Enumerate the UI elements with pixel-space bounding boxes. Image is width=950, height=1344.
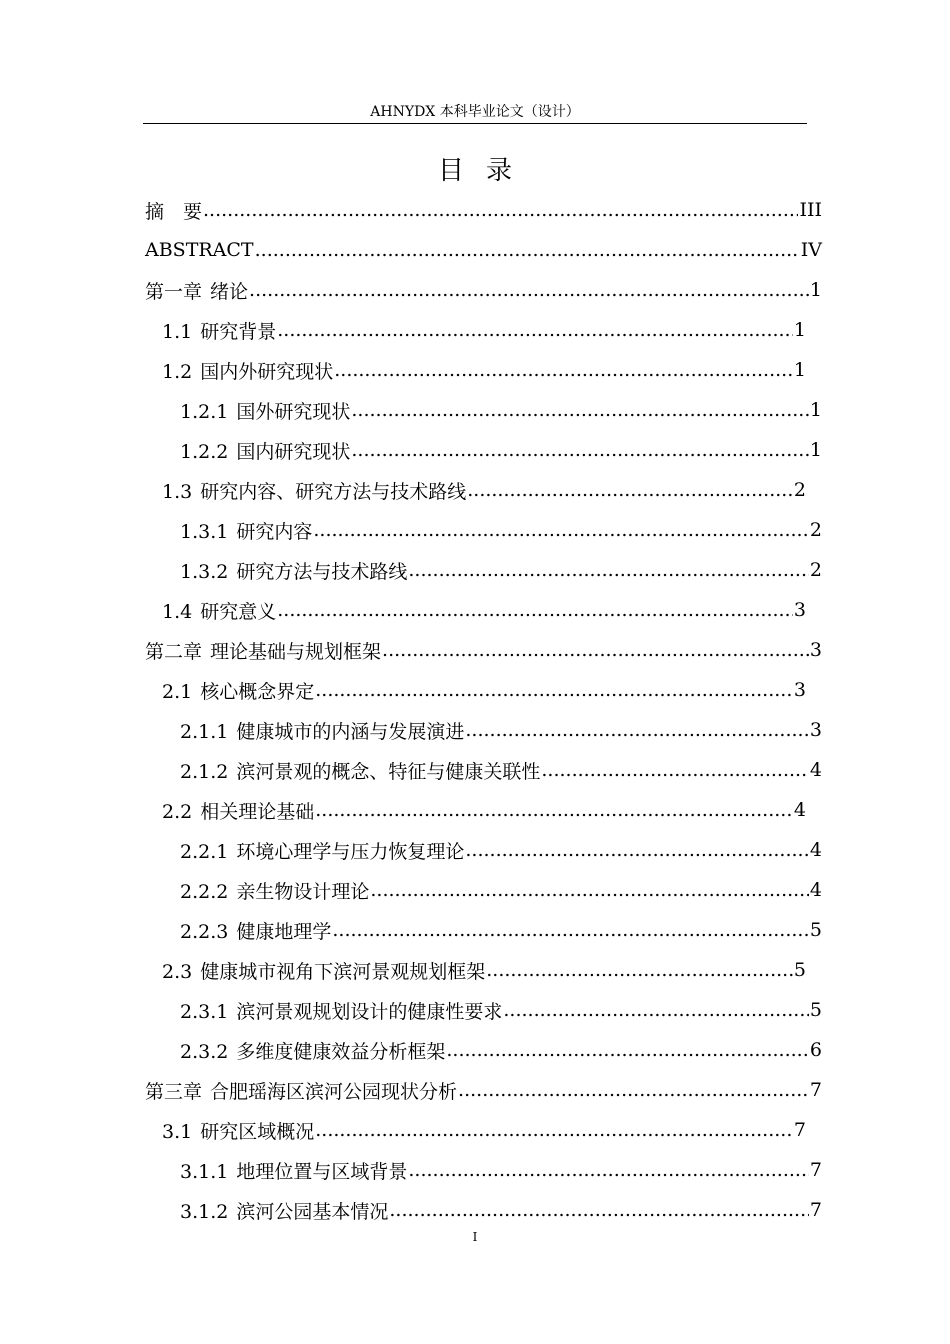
- toc-entry-label: [180, 437, 350, 464]
- toc-entry-page: 7: [809, 1079, 822, 1101]
- toc-entry-page: 3: [809, 639, 822, 661]
- toc-entry[interactable]: [180, 390, 822, 430]
- toc-entry-label: [180, 757, 540, 784]
- toc-entry-number: 1.3.2: [180, 560, 229, 583]
- toc-entry-title: 滨河公园基本情况: [236, 1200, 389, 1223]
- page-number: I: [472, 1230, 478, 1244]
- toc-dot-leader: [408, 1159, 809, 1181]
- toc-entry-number: 2.2: [162, 800, 193, 823]
- toc-entry-title: 地理位置与区域背景: [236, 1160, 408, 1183]
- toc-entry[interactable]: [180, 870, 822, 910]
- toc-entry-title: ABSTRACT: [145, 239, 254, 261]
- toc-dot-leader: [465, 719, 809, 741]
- toc-dot-leader: [389, 1199, 809, 1221]
- toc-entry-label: [180, 557, 407, 584]
- toc-entry-title: 滨河景观规划设计的健康性要求: [236, 1000, 503, 1023]
- toc-entry-page: III: [799, 199, 822, 221]
- toc-entry-label: [180, 1197, 388, 1224]
- toc-entry[interactable]: [180, 1190, 822, 1230]
- toc-dot-leader: [203, 199, 798, 221]
- toc-dot-leader: [332, 919, 809, 941]
- toc-dot-leader: [249, 279, 809, 301]
- header-rule: [143, 123, 807, 124]
- toc-dot-leader: [334, 359, 793, 381]
- toc-entry-label: [180, 877, 369, 904]
- toc-entry-number: 1.1: [162, 320, 193, 343]
- toc-entry-label: [162, 797, 314, 824]
- toc-entry[interactable]: [145, 230, 822, 270]
- toc-entry-number: 3.1.2: [180, 1200, 229, 1223]
- toc-entry-label: [162, 1117, 314, 1144]
- toc-entry-number: 1.2.1: [180, 400, 229, 423]
- toc-entry-number: 2.1.2: [180, 760, 229, 783]
- toc-entry[interactable]: [162, 590, 806, 630]
- toc-entry-title: 绪论: [210, 280, 249, 303]
- toc-entry[interactable]: [162, 310, 806, 350]
- toc-dot-leader: [313, 519, 809, 541]
- toc-entry[interactable]: [162, 790, 806, 830]
- toc-entry[interactable]: [162, 350, 806, 390]
- toc-entry-page: 7: [809, 1199, 822, 1221]
- toc-entry[interactable]: [180, 510, 822, 550]
- toc-entry-title: 国内外研究现状: [200, 360, 334, 383]
- toc-entry-page: 1: [809, 439, 822, 461]
- toc-dot-leader: [370, 879, 809, 901]
- toc-entry[interactable]: [180, 550, 822, 590]
- toc-entry[interactable]: [180, 1030, 822, 1070]
- toc-entry-number: 1.2.2: [180, 440, 229, 463]
- toc-entry-label: [180, 1157, 407, 1184]
- toc-dot-leader: [458, 1079, 809, 1101]
- toc-entry-page: 3: [793, 599, 806, 621]
- toc-dot-leader: [351, 439, 809, 461]
- toc-entry-page: 5: [809, 919, 822, 941]
- toc-entry-number: 2.2.3: [180, 920, 229, 943]
- toc-entry-number: 3.1.1: [180, 1160, 229, 1183]
- toc-entry-page: IV: [800, 239, 822, 261]
- toc-entry-page: 4: [793, 799, 806, 821]
- toc-dot-leader: [446, 1039, 809, 1061]
- toc-entry-label: [145, 197, 202, 224]
- toc-entry-page: 2: [809, 519, 822, 541]
- toc-entry-number: 1.2: [162, 360, 193, 383]
- toc-entry-label: [145, 1077, 457, 1104]
- toc-entry-number: 1.3.1: [180, 520, 229, 543]
- toc-entry-title: 多维度健康效益分析框架: [236, 1040, 446, 1063]
- toc-entry-label: [180, 997, 502, 1024]
- toc-entry-title: 摘 要: [145, 200, 203, 223]
- toc-dot-leader: [486, 959, 793, 981]
- toc-entry[interactable]: [145, 1070, 822, 1110]
- toc-entry-page: 1: [809, 399, 822, 421]
- toc-entry-number: 2.3.2: [180, 1040, 229, 1063]
- toc-entry-label: [145, 637, 381, 664]
- toc-entry-label: [162, 597, 276, 624]
- toc-entry-number: 2.1.1: [180, 720, 229, 743]
- toc-dot-leader: [315, 799, 793, 821]
- toc-entry-title: 理论基础与规划框架: [210, 640, 382, 663]
- toc-dot-leader: [503, 999, 809, 1021]
- toc-dot-leader: [315, 1119, 793, 1141]
- toc-dot-leader: [465, 839, 809, 861]
- toc-entry[interactable]: [180, 830, 822, 870]
- toc-entry-label: [180, 1037, 445, 1064]
- toc-entry-number: 3.1: [162, 1120, 193, 1143]
- toc-entry-title: 研究内容: [236, 520, 313, 543]
- toc-entry-page: 2: [793, 479, 806, 501]
- toc-entry[interactable]: [180, 1150, 822, 1190]
- toc-entry-page: 1: [793, 319, 806, 341]
- toc-entry-number: 1.3: [162, 480, 193, 503]
- toc-entry-label: [145, 277, 248, 304]
- page-header: AHNYDX 本科毕业论文（设计）: [370, 104, 580, 120]
- toc-entry[interactable]: [180, 990, 822, 1030]
- toc-entry-page: 2: [809, 559, 822, 581]
- toc-entry-title: 环境心理学与压力恢复理论: [236, 840, 465, 863]
- toc-entry[interactable]: [180, 710, 822, 750]
- toc-entry-number: 第三章: [145, 1080, 203, 1103]
- toc-entry-title: 国外研究现状: [236, 400, 351, 423]
- toc-entry-label: [180, 917, 331, 944]
- toc-dot-leader: [541, 759, 809, 781]
- toc-entry-number: 1.4: [162, 600, 193, 623]
- toc-entry-title: 核心概念界定: [200, 680, 315, 703]
- toc-entry-title: 研究方法与技术路线: [236, 560, 408, 583]
- toc-entry[interactable]: [162, 1110, 806, 1150]
- toc-dot-leader: [277, 599, 793, 621]
- toc-entry-title: 研究区域概况: [200, 1120, 315, 1143]
- toc-entry-number: 2.1: [162, 680, 193, 703]
- toc-entry[interactable]: [162, 670, 806, 710]
- toc-entry-number: 2.2.2: [180, 880, 229, 903]
- toc-entry[interactable]: [145, 630, 822, 670]
- toc-entry[interactable]: [180, 750, 822, 790]
- toc-entry-label: [145, 239, 254, 261]
- toc-entry-label: [162, 677, 314, 704]
- toc-entry[interactable]: [145, 190, 822, 230]
- toc-entry-page: 7: [793, 1119, 806, 1141]
- toc-entry-title: 健康城市视角下滨河景观规划框架: [200, 960, 486, 983]
- toc-dot-leader: [315, 679, 793, 701]
- toc-entry-label: [180, 837, 464, 864]
- toc-entry-title: 亲生物设计理论: [236, 880, 370, 903]
- toc-entry[interactable]: [162, 470, 806, 510]
- toc-entry[interactable]: [145, 270, 822, 310]
- toc-entry-label: [162, 357, 333, 384]
- toc-entry-number: 2.2.1: [180, 840, 229, 863]
- toc-entry-page: 1: [809, 279, 822, 301]
- toc-entry-title: 健康地理学: [236, 920, 332, 943]
- toc-entry-page: 5: [793, 959, 806, 981]
- toc-entry[interactable]: [180, 910, 822, 950]
- toc-entry[interactable]: [162, 950, 806, 990]
- toc-dot-leader: [277, 319, 793, 341]
- toc-entry-number: 第二章: [145, 640, 203, 663]
- toc-entry-label: [180, 517, 312, 544]
- toc-entry-title: 健康城市的内涵与发展演进: [236, 720, 465, 743]
- toc-entry-number: 2.3: [162, 960, 193, 983]
- toc-entry[interactable]: [180, 430, 822, 470]
- toc-entry-page: 4: [809, 879, 822, 901]
- toc-dot-leader: [351, 399, 809, 421]
- toc-entry-label: [162, 477, 466, 504]
- toc-entry-page: 1: [793, 359, 806, 381]
- toc-entry-label: [162, 317, 276, 344]
- toc-entry-title: 研究内容、研究方法与技术路线: [200, 480, 467, 503]
- toc-entry-label: [180, 397, 350, 424]
- toc-entry-page: 6: [809, 1039, 822, 1061]
- toc-entry-label: [180, 717, 464, 744]
- toc-entry-title: 相关理论基础: [200, 800, 315, 823]
- toc-entry-page: 3: [809, 719, 822, 741]
- toc-entry-number: 2.3.1: [180, 1000, 229, 1023]
- toc-entry-number: 第一章: [145, 280, 203, 303]
- toc-entry-page: 3: [793, 679, 806, 701]
- toc-dot-leader: [382, 639, 809, 661]
- toc-entry-title: 国内研究现状: [236, 440, 351, 463]
- toc-entry-title: 滨河景观的概念、特征与健康关联性: [236, 760, 541, 783]
- toc-entry-page: 4: [809, 759, 822, 781]
- toc-entry-page: 5: [809, 999, 822, 1021]
- toc-entry-page: 7: [809, 1159, 822, 1181]
- toc-entry-title: 研究背景: [200, 320, 277, 343]
- toc-dot-leader: [408, 559, 809, 581]
- toc-dot-leader: [467, 479, 793, 501]
- toc-entry-page: 4: [809, 839, 822, 861]
- toc-dot-leader: [255, 239, 800, 261]
- toc-entry-title: 合肥瑶海区滨河公园现状分析: [210, 1080, 458, 1103]
- toc-entry-label: [162, 957, 485, 984]
- toc-title: 目录: [437, 156, 534, 186]
- toc-entry-title: 研究意义: [200, 600, 277, 623]
